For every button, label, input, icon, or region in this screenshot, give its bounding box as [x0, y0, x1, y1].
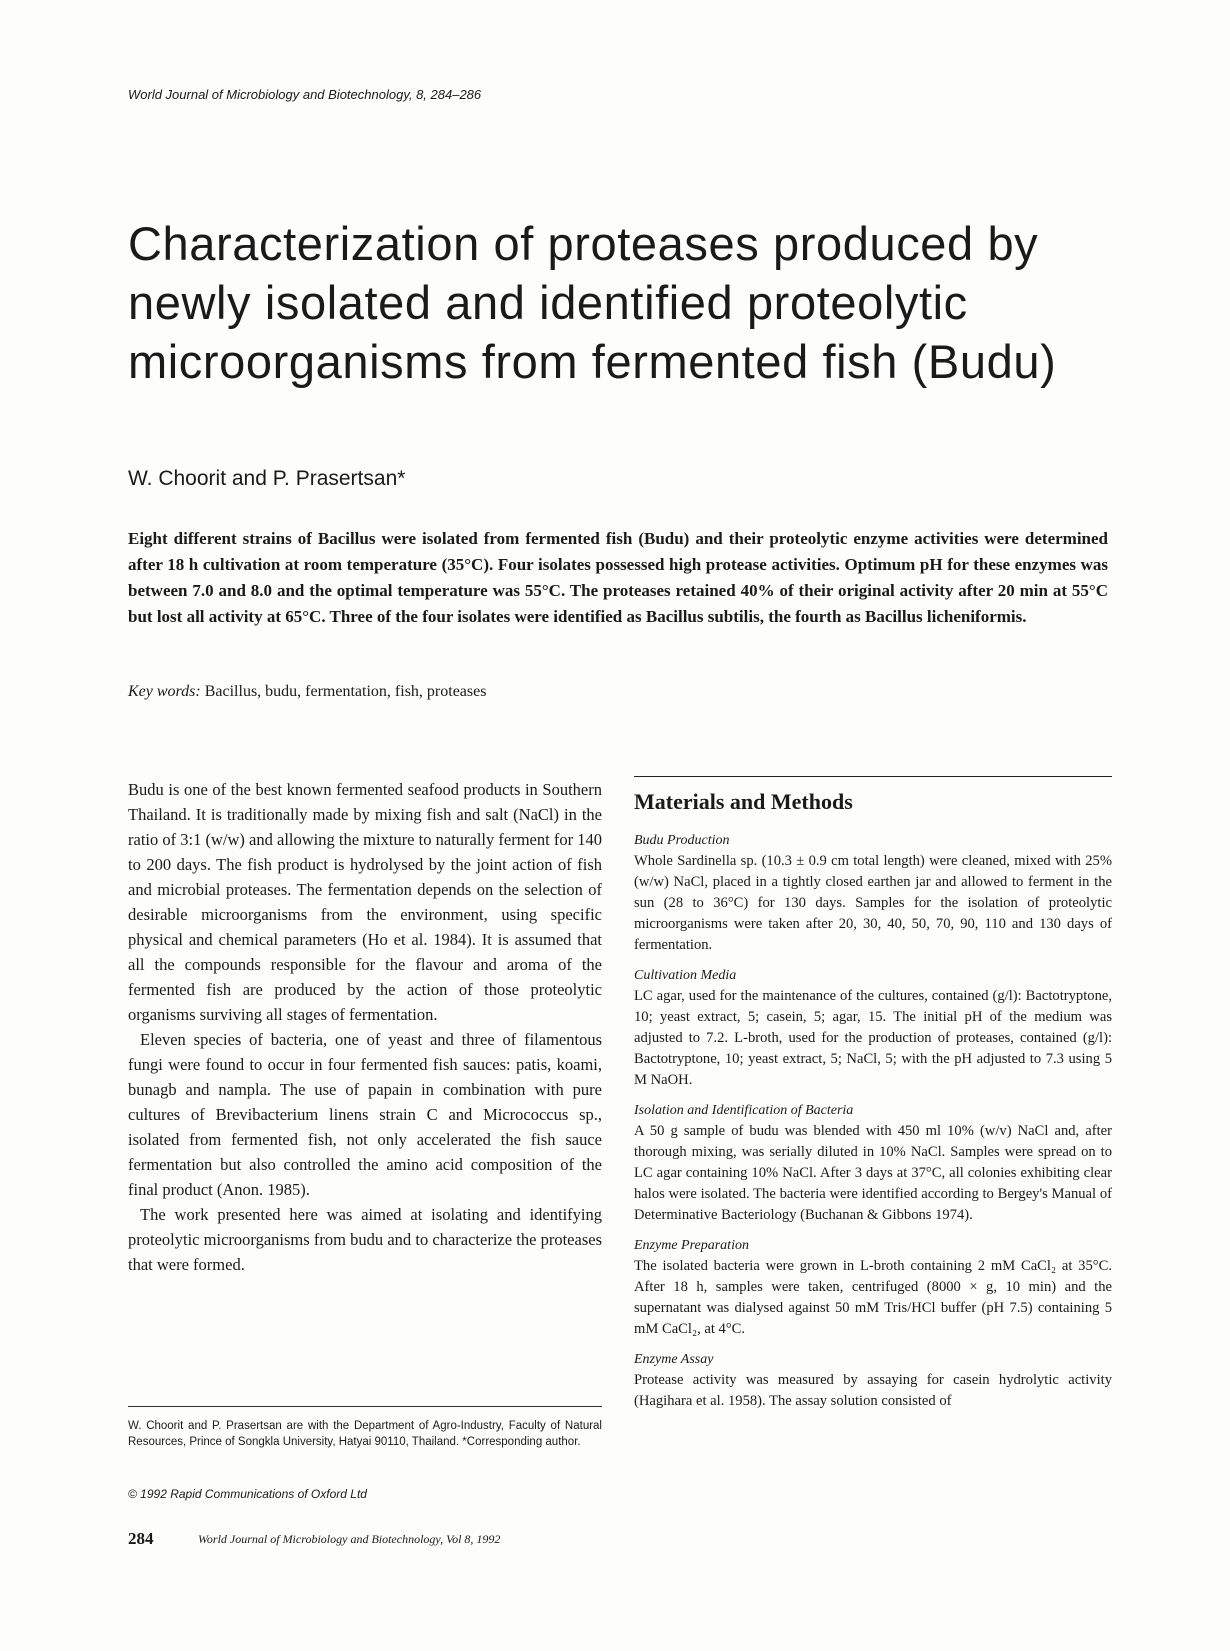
abstract: Eight different strains of Bacillus were isolated from fermented fish (Budu) and their proteolytic enzyme activities were determined after 18 h cultivation at room temperature (35°C). Four isolates possessed high protease activities. Optimum pH for these enzymes was between 7.0 and 8.0 and the optimal temperature was 55°C. The proteases retained 40% of their original activity after 20 min at 55°C but lost all activity at 65°C. Three of the four isolates were identified as Bacillus subtilis, the fourth as Bacillus licheniformis.	[128, 529, 1108, 626]
section-title: Isolation and Identification of Bacteria	[634, 1103, 854, 1118]
author-line: W. Choorit and P. Prasertsan*	[128, 467, 406, 490]
author-affiliation-footnote: W. Choorit and P. Prasertsan are with the Department of Agro-Industry, Faculty of Natural Resources, Prince of Songkla University, Hatyai 90110, Thailand. *Corresponding author.	[128, 1420, 602, 1448]
section-title: Cultivation Media	[634, 968, 737, 983]
section-text: The isolated bacteria were grown in L-broth containing 2 mM CaCl₂ at 35°C. After 18 h, samples were taken, centrifuged (8000 × g, 10 min) and the supernatant was dialysed against 50 mM Tris/HCl buffer (pH 7.5) containing 5 mM CaCl₂, at 4°C.	[634, 1258, 1112, 1337]
section-title: Enzyme Assay	[634, 1352, 714, 1367]
journal-header: World Journal of Microbiology and Biotechnology, 8, 284–286	[128, 87, 482, 102]
keywords	[128, 683, 486, 701]
introduction-column	[128, 777, 602, 1277]
intro-paragraph: Budu is one of the best known fermented seafood products in Southern Thailand. It is traditionally made by mixing fish and salt (NaCl) in the ratio of 3:1 (w/w) and allowing the mixture to naturally ferment for 140 to 200 days. The fish product is hydrolysed by the joint action of fish and microbial proteases. The fermentation depends on the selection of desirable microorganisms from the environment, using specific physical and chemical parameters (Ho et al. 1984). It is assumed that all the compounds responsible for the flavour and aroma of the fermented fish are produced by the action of those proteolytic organisms surviving all stages of fermentation.	[128, 780, 602, 1024]
section-title: Budu Production	[634, 833, 730, 848]
methods-heading: Materials and Methods	[634, 789, 853, 814]
methods-column	[634, 788, 1112, 1421]
keywords-label: Key words:	[128, 683, 201, 700]
keywords-list: Bacillus, budu, fermentation, fish, proteases	[204, 683, 487, 700]
section-text: Protease activity was measured by assaying for casein hydrolytic activity (Hagihara et al. 1958). The assay solution consisted of	[634, 1372, 1112, 1409]
page-footer: World Journal of Microbiology and Biotechnology, Vol 8, 1992	[198, 1532, 501, 1546]
section-text: A 50 g sample of budu was blended with 450 ml 10% (w/v) NaCl and, after thorough mixing, was serially diluted in 10% NaCl. Samples were spread on to LC agar containing 10% NaCl. After 3 days at 37°C, all colonies exhibiting clear halos were isolated. The bacteria were identified according to Bergey's Manual of Determinative Bacteriology (Buchanan & Gibbons 1974).	[634, 1123, 1112, 1223]
copyright-notice: © 1992 Rapid Communications of Oxford Ltd	[128, 1487, 367, 1501]
section-text: LC agar, used for the maintenance of the cultures, contained (g/l): Bactotryptone, 10; yeast extract, 5; casein, 5; agar, 15. The initial pH of the medium was adjusted to 7.2. L-broth, used for the production of proteases, contained (g/l): Bactotryptone, 10; yeast extract, 5; NaCl, 5; with the pH adjusted to 7.3 using 5 M NaOH.	[634, 988, 1112, 1088]
footnote-rule	[128, 1406, 602, 1407]
intro-paragraph: Eleven species of bacteria, one of yeast and three of filamentous fungi were found to occur in four fermented fish sauces: patis, koami, bunagb and nampla. The use of papain in combination with pure cultures of Brevibacterium linens strain C and Micrococcus sp., isolated from fermented fish, not only accelerated the fish sauce fermentation but also controlled the amino acid composition of the final product (Anon. 1985).	[128, 1030, 602, 1199]
intro-paragraph: The work presented here was aimed at isolating and identifying proteolytic microorganisms from budu and to characterize the proteases that were formed.	[128, 1205, 602, 1274]
section-title: Enzyme Preparation	[634, 1238, 749, 1253]
paper-title: Characterization of proteases produced by newly isolated and identified proteolytic microorganisms from fermented fish (Budu)	[128, 217, 1057, 388]
methods-top-rule	[634, 776, 1112, 777]
section-text: Whole Sardinella sp. (10.3 ± 0.9 cm total length) were cleaned, mixed with 25% (w/w) NaCl, placed in a tightly closed earthen jar and allowed to ferment in the sun (28 to 36°C) for 130 days. Samples for the isolation of proteolytic microorganisms were taken after 20, 30, 40, 50, 70, 90, 110 and 130 days of fermentation.	[634, 853, 1112, 953]
page-number: 284	[128, 1529, 154, 1548]
